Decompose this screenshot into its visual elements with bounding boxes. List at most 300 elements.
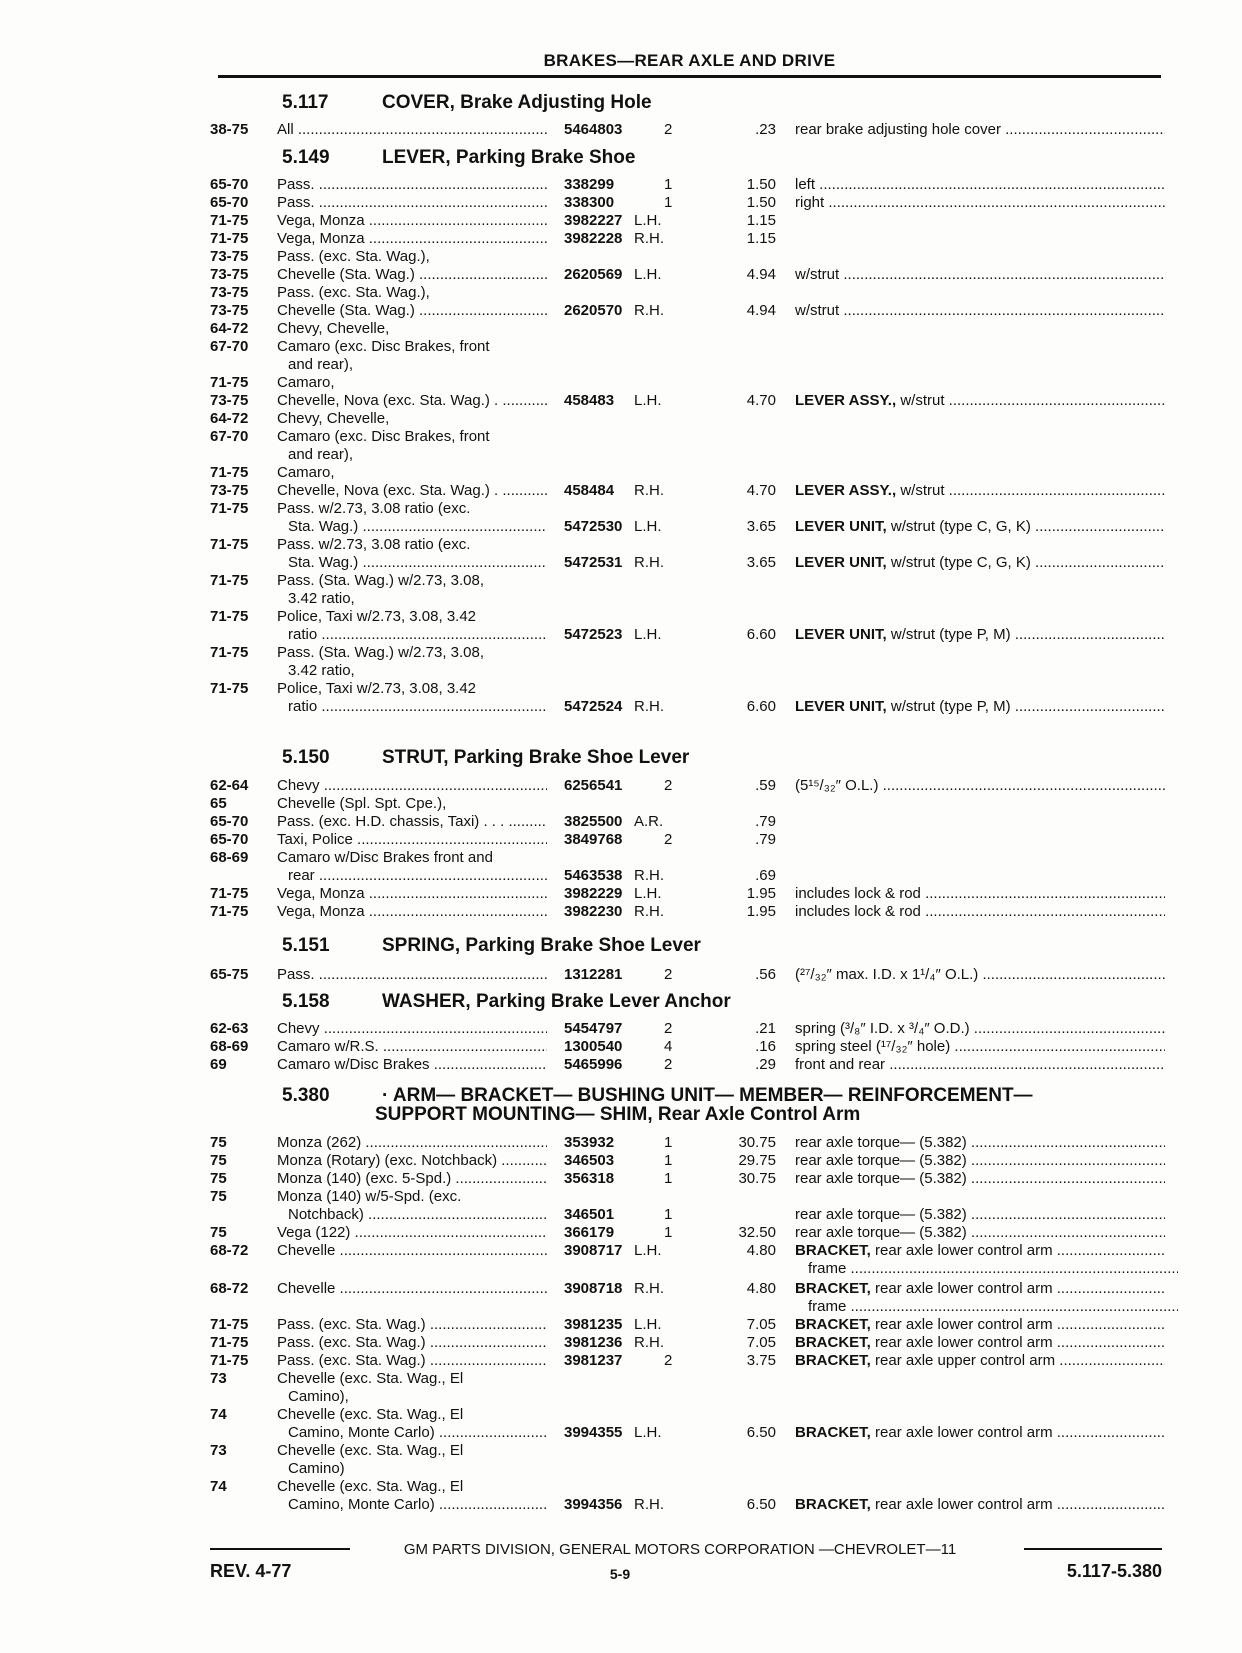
description [277, 885, 547, 903]
quantity: 2 [664, 1020, 673, 1037]
note-text: w/strut [795, 302, 840, 319]
model-year: 71-75 [210, 608, 249, 625]
description [277, 266, 547, 284]
model-year: 71-75 [210, 903, 249, 920]
part-note [795, 903, 1165, 921]
description-text: Chevelle (Sta. Wag.) [277, 266, 415, 283]
section-title: LEVER, Parking Brake Shoe [382, 147, 636, 168]
description-text: Pass. [277, 194, 315, 211]
part-number [564, 176, 674, 194]
model-year: 65-70 [210, 813, 249, 830]
section-number: 5.149 [282, 147, 330, 168]
part-note [795, 121, 1165, 139]
part-number-text: 2620569 [564, 266, 623, 283]
part-number [564, 1056, 674, 1074]
table-row [0, 831, 1242, 849]
quantity: 4 [664, 1038, 673, 1055]
note-text: rear axle upper control arm [875, 1352, 1056, 1369]
description-text: 3.42 ratio, [288, 590, 355, 607]
part-number-text: 458483 [564, 392, 615, 409]
description [288, 1460, 547, 1478]
description-text: Camino, Monte Carlo) [288, 1496, 435, 1513]
model-year: 65-70 [210, 194, 249, 211]
part-note [795, 1424, 1165, 1442]
table-row [0, 885, 1242, 903]
list-price: 1.15 [746, 212, 776, 229]
section-title: COVER, Brake Adjusting Hole [382, 92, 652, 113]
description-text: Vega (122) [277, 1224, 351, 1241]
part-number-text: 346503 [564, 1152, 615, 1169]
list-price: .79 [755, 813, 776, 830]
description [288, 1496, 547, 1514]
description-text: 3.42 ratio, [288, 662, 355, 679]
table-row [0, 1316, 1242, 1334]
description-text: Pass. (exc. Sta. Wag.), [277, 248, 430, 265]
quantity: L.H. [634, 266, 662, 283]
table-row [0, 284, 1242, 302]
part-number-text: 338300 [564, 194, 615, 211]
table-row [0, 1056, 1242, 1074]
description-text: Vega, Monza [277, 885, 365, 902]
quantity: L.H. [634, 1242, 662, 1259]
list-price: 1.95 [746, 885, 776, 902]
description-text: Camaro w/R.S. [277, 1038, 379, 1055]
quantity: R.H. [634, 482, 664, 499]
quantity: 1 [664, 1134, 673, 1151]
description [277, 1152, 547, 1170]
model-year: 71-75 [210, 536, 249, 553]
note-text: rear axle lower control arm [875, 1496, 1053, 1513]
quantity: R.H. [634, 230, 664, 247]
list-price: 7.05 [746, 1316, 776, 1333]
part-number-text: 3994355 [564, 1424, 623, 1441]
model-year: 73 [210, 1370, 227, 1387]
description-text: Pass. w/2.73, 3.08 ratio (exc. [277, 500, 471, 517]
description [277, 320, 547, 338]
table-row [0, 1188, 1242, 1206]
table-row [0, 1334, 1242, 1352]
section-number: 5.158 [282, 991, 330, 1012]
part-number [564, 1020, 674, 1038]
table-row [0, 1388, 1242, 1406]
model-year: 67-70 [210, 338, 249, 355]
table-row [0, 410, 1242, 428]
description [277, 248, 547, 266]
part-note [795, 518, 1165, 536]
model-year: 73 [210, 1442, 227, 1459]
part-number-text: 3981236 [564, 1334, 623, 1351]
description-text: Camaro, [277, 464, 335, 481]
list-price: .59 [755, 777, 776, 794]
table-row [0, 121, 1242, 139]
part-name: BRACKET, [795, 1242, 871, 1259]
description [277, 230, 547, 248]
description [277, 1334, 547, 1352]
model-year: 64-72 [210, 320, 249, 337]
table-row [0, 1224, 1242, 1242]
part-number-text: 1312281 [564, 966, 623, 983]
part-number-text: 2620570 [564, 302, 623, 319]
part-name: LEVER UNIT, [795, 626, 887, 643]
part-number-text: 3825500 [564, 813, 623, 830]
model-year: 68-72 [210, 1242, 249, 1259]
quantity: R.H. [634, 867, 664, 884]
part-note [795, 1280, 1165, 1298]
part-number-text: 3908718 [564, 1280, 623, 1297]
section-heading-5-151 [282, 935, 701, 957]
description [277, 464, 547, 482]
part-note [795, 777, 1165, 795]
table-row [0, 1424, 1242, 1442]
description-text: Camaro w/Disc Brakes [277, 1056, 430, 1073]
table-row [0, 1352, 1242, 1370]
part-number-text: 5472531 [564, 554, 623, 571]
model-year: 74 [210, 1406, 227, 1423]
model-year: 73-75 [210, 284, 249, 301]
table-row [0, 356, 1242, 374]
description-text: Chevy, Chevelle, [277, 410, 390, 427]
note-text: frame [808, 1260, 847, 1277]
section-number: 5.117 [282, 92, 329, 113]
table-row [0, 1280, 1242, 1298]
description-text: Pass. (exc. Sta. Wag.) [277, 1352, 426, 1369]
part-note [795, 698, 1165, 716]
model-year: 71-75 [210, 1352, 249, 1369]
description [277, 176, 547, 194]
description [277, 572, 547, 590]
part-number [564, 1038, 674, 1056]
model-year: 65 [210, 795, 227, 812]
description-text: Camino, Monte Carlo) [288, 1424, 435, 1441]
note-text: rear axle lower control arm [875, 1424, 1053, 1441]
part-number [564, 1134, 674, 1152]
part-number-text: 458484 [564, 482, 615, 499]
table-row [0, 536, 1242, 554]
table-row [0, 1478, 1242, 1496]
description-text: Chevy [277, 777, 320, 794]
list-price: 30.75 [738, 1134, 776, 1151]
part-note [795, 554, 1165, 572]
model-year: 73-75 [210, 482, 249, 499]
description [277, 374, 547, 392]
quantity: R.H. [634, 1334, 664, 1351]
description [277, 1478, 547, 1496]
note-text: w/strut (type P, M) [890, 698, 1011, 715]
description-text: Chevelle, Nova (exc. Sta. Wag.) . [277, 482, 499, 499]
note-text: (²⁷/₃₂″ max. I.D. x 1¹/₄″ O.L.) [795, 966, 979, 983]
table-row [0, 194, 1242, 212]
part-note [795, 1316, 1165, 1334]
table-row [0, 1134, 1242, 1152]
note-text: frame [808, 1298, 847, 1315]
description-text: Chevelle (exc. Sta. Wag., El [277, 1478, 464, 1495]
description [277, 1020, 547, 1038]
part-number [564, 1152, 674, 1170]
list-price: 4.80 [746, 1280, 776, 1297]
description-text: rear [288, 867, 315, 884]
part-number-text: 5463538 [564, 867, 623, 884]
table-row [0, 1242, 1242, 1260]
description-text: Taxi, Police [277, 831, 353, 848]
note-text: rear axle lower control arm [875, 1316, 1053, 1333]
description-text: Camino), [288, 1388, 349, 1405]
part-number-text: 346501 [564, 1206, 615, 1223]
part-name: LEVER UNIT, [795, 518, 887, 535]
description-text: and rear), [288, 356, 354, 373]
list-price: 4.70 [746, 482, 776, 499]
note-text: right [795, 194, 825, 211]
part-note [795, 1242, 1165, 1260]
note-text: rear axle lower control arm [875, 1242, 1053, 1259]
description [288, 554, 547, 572]
description [277, 680, 547, 698]
list-price: 4.94 [746, 302, 776, 319]
model-year: 71-75 [210, 885, 249, 902]
description-text: Police, Taxi w/2.73, 3.08, 3.42 [277, 608, 477, 625]
quantity: R.H. [634, 1496, 664, 1513]
section-number: 5.380 [282, 1085, 330, 1106]
part-number-text: 3982228 [564, 230, 623, 247]
model-year: 69 [210, 1056, 227, 1073]
part-number-text: 3994356 [564, 1496, 623, 1513]
description-text: Chevelle (exc. Sta. Wag., El [277, 1370, 464, 1387]
part-number-text: 3982230 [564, 903, 623, 920]
description-text: Chevelle, Nova (exc. Sta. Wag.) . [277, 392, 499, 409]
quantity: 2 [664, 1352, 673, 1369]
note-text: w/strut [900, 482, 945, 499]
table-row [0, 813, 1242, 831]
list-price: 1.15 [746, 230, 776, 247]
list-price: .23 [755, 121, 776, 138]
part-number-text: 3982229 [564, 885, 623, 902]
section-range: 5.117-5.380 [1066, 1561, 1162, 1581]
note-text: rear axle torque— (5.382) [795, 1224, 967, 1241]
list-price: .56 [755, 966, 776, 983]
table-row [0, 1260, 1242, 1278]
description [277, 302, 547, 320]
list-price: .21 [755, 1020, 776, 1037]
list-price: 1.50 [746, 194, 776, 211]
description [277, 1188, 547, 1206]
table-row [0, 392, 1242, 410]
part-number-text: 3981237 [564, 1352, 623, 1369]
part-number [564, 194, 674, 212]
part-number-text: 366179 [564, 1224, 615, 1241]
description [277, 1056, 547, 1074]
part-name: LEVER UNIT, [795, 698, 887, 715]
description-text: Monza (140) w/5-Spd. (exc. [277, 1188, 462, 1205]
description [277, 212, 547, 230]
section-heading-5-117 [282, 92, 652, 114]
description [277, 777, 547, 795]
description [277, 500, 547, 518]
quantity: R.H. [634, 903, 664, 920]
description-text: Monza (262) [277, 1134, 362, 1151]
part-number [564, 1206, 674, 1224]
description [288, 1206, 547, 1224]
part-number-text: 6256541 [564, 777, 623, 794]
table-row [0, 1152, 1242, 1170]
table-row [0, 518, 1242, 536]
description [288, 1424, 547, 1442]
table-row [0, 482, 1242, 500]
table-row [0, 302, 1242, 320]
description [277, 1442, 547, 1460]
part-number-text: 5472530 [564, 518, 623, 535]
footer-rule-left [210, 1548, 350, 1550]
list-price: 6.50 [746, 1496, 776, 1513]
description-text: Chevelle (Spl. Spt. Cpe.), [277, 795, 447, 812]
description [288, 867, 547, 885]
section-title: STRUT, Parking Brake Shoe Lever [382, 747, 690, 768]
quantity: R.H. [634, 302, 664, 319]
list-price: 32.50 [738, 1224, 776, 1241]
list-price: .69 [755, 867, 776, 884]
description [277, 194, 547, 212]
list-price: 4.80 [746, 1242, 776, 1259]
model-year: 71-75 [210, 500, 249, 517]
part-note [795, 1170, 1165, 1188]
part-note [795, 966, 1165, 984]
list-price: 3.65 [746, 518, 776, 535]
quantity: 1 [664, 194, 673, 211]
table-row [0, 680, 1242, 698]
description-text: Police, Taxi w/2.73, 3.08, 3.42 [277, 680, 477, 697]
description-text: Camino) [288, 1460, 345, 1477]
description [277, 1170, 547, 1188]
part-number [564, 121, 674, 139]
model-year: 62-63 [210, 1020, 249, 1037]
quantity: L.H. [634, 1316, 662, 1333]
description [277, 831, 547, 849]
description [277, 1242, 547, 1260]
quantity: 2 [664, 1056, 673, 1073]
quantity: L.H. [634, 1424, 662, 1441]
list-price: 3.65 [746, 554, 776, 571]
description [277, 1134, 547, 1152]
table-row [0, 500, 1242, 518]
part-note [808, 1260, 1178, 1278]
description [277, 813, 547, 831]
list-price: 7.05 [746, 1334, 776, 1351]
description-text: Sta. Wag.) [288, 518, 359, 535]
quantity: 1 [664, 1170, 673, 1187]
part-name: BRACKET, [795, 1334, 871, 1351]
description-text: Chevelle (exc. Sta. Wag., El [277, 1406, 464, 1423]
description-text: Pass. [277, 966, 315, 983]
description-text: Chevy [277, 1020, 320, 1037]
description [277, 482, 547, 500]
part-name: BRACKET, [795, 1496, 871, 1513]
table-row [0, 212, 1242, 230]
part-number-text: 353932 [564, 1134, 615, 1151]
description [288, 356, 547, 374]
description [277, 849, 547, 867]
part-number-text: 356318 [564, 1170, 615, 1187]
model-year: 71-75 [210, 1334, 249, 1351]
table-row [0, 966, 1242, 984]
model-year: 38-75 [210, 121, 249, 138]
description-text: Chevelle (Sta. Wag.) [277, 302, 415, 319]
table-row [0, 1206, 1242, 1224]
footer-division: GM PARTS DIVISION, GENERAL MOTORS CORPORATION —CHEVROLET—11 [403, 1541, 957, 1558]
revision-date: REV. 4-77 [210, 1561, 292, 1581]
model-year: 68-69 [210, 849, 249, 866]
table-row [0, 248, 1242, 266]
list-price: 4.70 [746, 392, 776, 409]
description-text: Sta. Wag.) [288, 554, 359, 571]
table-row [0, 320, 1242, 338]
page-header-title: BRAKES—REAR AXLE AND DRIVE [543, 51, 836, 70]
table-row [0, 374, 1242, 392]
list-price: .79 [755, 831, 776, 848]
model-year: 71-75 [210, 374, 249, 391]
note-text: rear axle torque— (5.382) [795, 1170, 967, 1187]
quantity: R.H. [634, 698, 664, 715]
section-title: · ARM— BRACKET— BUSHING UNIT— MEMBER— REINFORCEMENT— [382, 1085, 1033, 1106]
description [288, 1388, 547, 1406]
description [277, 1406, 547, 1424]
part-note [795, 194, 1165, 212]
table-row [0, 1496, 1242, 1514]
part-note [795, 626, 1165, 644]
table-row [0, 446, 1242, 464]
description-text: Chevy, Chevelle, [277, 320, 390, 337]
part-number-text: 5472524 [564, 698, 623, 715]
description-text: Chevelle [277, 1242, 336, 1259]
section-title: SPRING, Parking Brake Shoe Lever [382, 935, 701, 956]
model-year: 73-75 [210, 302, 249, 319]
note-text: rear axle torque— (5.382) [795, 1152, 967, 1169]
table-row [0, 428, 1242, 446]
part-number-text: 3982227 [564, 212, 623, 229]
description-text: Pass. [277, 176, 315, 193]
note-text: spring (³/₈″ I.D. x ³/₄″ O.D.) [795, 1020, 970, 1037]
section-number: 5.150 [282, 747, 330, 768]
description [277, 903, 547, 921]
part-note [795, 1334, 1165, 1352]
part-number-text: 3981235 [564, 1316, 623, 1333]
table-row [0, 1038, 1242, 1056]
part-number-text: 1300540 [564, 1038, 623, 1055]
model-year: 71-75 [210, 1316, 249, 1333]
list-price: .16 [755, 1038, 776, 1055]
note-text: w/strut (type C, G, K) [890, 554, 1031, 571]
description-text: Vega, Monza [277, 230, 365, 247]
part-name: LEVER ASSY., [795, 482, 897, 499]
description-text: Pass. (Sta. Wag.) w/2.73, 3.08, [277, 572, 485, 589]
part-name: LEVER UNIT, [795, 554, 887, 571]
quantity: 2 [664, 777, 673, 794]
table-row [0, 1020, 1242, 1038]
description-text: Monza (Rotary) (exc. Notchback) [277, 1152, 498, 1169]
part-note [795, 176, 1165, 194]
description-text: All [277, 121, 294, 138]
section-title: WASHER, Parking Brake Lever Anchor [382, 991, 731, 1012]
table-row [0, 464, 1242, 482]
table-row [0, 662, 1242, 680]
description-text: Camaro (exc. Disc Brakes, front [277, 428, 490, 445]
part-name: BRACKET, [795, 1316, 871, 1333]
description [277, 410, 547, 428]
quantity: 2 [664, 966, 673, 983]
description-text: Notchback) [288, 1206, 364, 1223]
part-note [795, 885, 1165, 903]
page-number: 5-9 [609, 1566, 631, 1582]
list-price: 6.60 [746, 626, 776, 643]
quantity: R.H. [634, 1280, 664, 1297]
part-note [795, 1224, 1165, 1242]
